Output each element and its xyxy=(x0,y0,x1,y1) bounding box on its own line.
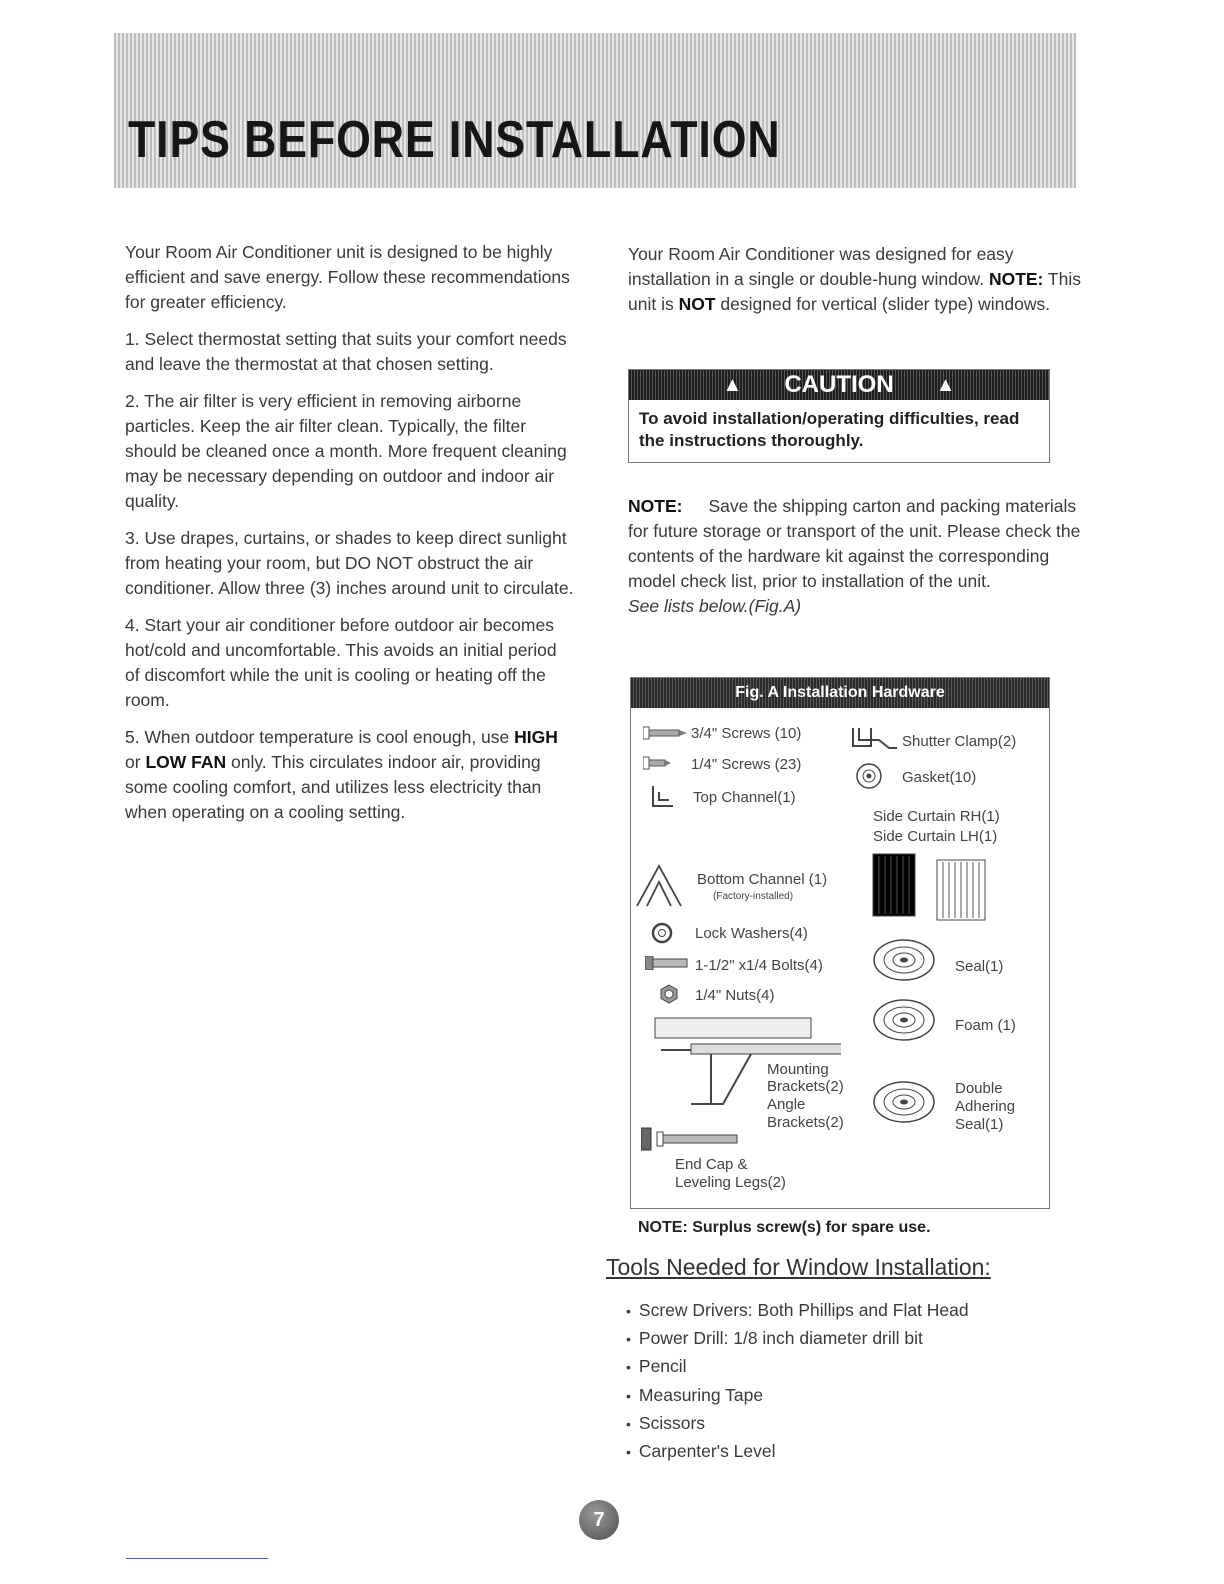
hw-curtain-rh: Side Curtain RH(1) xyxy=(873,808,1000,825)
tip-5 xyxy=(125,725,575,825)
hw-seal: Seal(1) xyxy=(955,958,1004,975)
intro-paragraph: Your Room Air Conditioner unit is designed to be highly efficient and save energy. Follow these recommendations for greater efficiency. xyxy=(125,242,570,312)
end-cap-leveling-leg-icon xyxy=(641,1126,741,1152)
hw-screws-14: 1/4" Screws (23) xyxy=(691,756,802,773)
hw-bottom-channel: Bottom Channel (1) xyxy=(697,871,828,888)
screw-short-icon xyxy=(643,756,673,770)
caution-text: To avoid installation/operating difficulties, read the instructions thoroughly. xyxy=(639,409,1020,450)
list-item: • Power Drill: 1/8 inch diameter drill bit xyxy=(626,1325,969,1353)
right-intro-c: designed for vertical (slider type) windows. xyxy=(715,294,1051,314)
note-block xyxy=(628,494,1088,619)
foam-roll-icon xyxy=(871,996,937,1044)
hw-gasket: Gasket(10) xyxy=(902,769,977,786)
screw-long-icon xyxy=(643,726,687,740)
nut-icon xyxy=(659,984,679,1004)
hw-shutter-clamp: Shutter Clamp(2) xyxy=(902,733,1017,750)
hw-brackets-mounting: Brackets(2) xyxy=(767,1078,844,1095)
hw-adhering: Adhering xyxy=(955,1098,1016,1115)
page-title: TIPS BEFORE INSTALLATION xyxy=(128,111,781,169)
right-intro-b: This unit is xyxy=(628,269,1081,314)
surplus-note: NOTE: Surplus screw(s) for spare use. xyxy=(638,1219,931,1236)
hw-foam: Foam (1) xyxy=(955,1017,1016,1034)
left-column xyxy=(125,240,575,837)
hw-screws-34: 3/4" Screws (10) xyxy=(691,725,802,742)
right-note-label: NOTE: xyxy=(988,269,1044,289)
hw-seal-double: Seal(1) xyxy=(955,1116,1004,1133)
list-item: • Carpenter's Level xyxy=(626,1438,969,1466)
seal-roll-icon xyxy=(871,936,937,984)
hw-curtain-lh: Side Curtain LH(1) xyxy=(873,828,998,845)
list-item: • Scissors xyxy=(626,1410,969,1438)
list-item: • Screw Drivers: Both Phillips and Flat Head xyxy=(626,1297,969,1325)
right-column xyxy=(628,242,1088,317)
tip-5-text-a: 5. When outdoor temperature is cool enough, use xyxy=(125,727,515,747)
hw-top-channel: Top Channel(1) xyxy=(693,789,796,806)
bottom-channel-icon xyxy=(635,862,687,908)
caution-title: CAUTION xyxy=(784,371,894,398)
hw-factory-installed: (Factory-installed) xyxy=(713,891,794,902)
warning-triangle-icon: ▲ xyxy=(722,373,743,396)
tip-5-text-b: only. This circulates indoor air, providing some cooling comfort, and utilizes less electricity than when operating on a cooling setting. xyxy=(125,752,542,822)
page-number: 7 xyxy=(579,1500,619,1540)
right-intro-a: Your Room Air Conditioner was designed for easy installation in a single or double-hung window. xyxy=(628,244,1014,289)
installation-hardware-figure xyxy=(630,677,1050,1209)
list-item: • Pencil xyxy=(626,1353,969,1381)
hw-nuts: 1/4" Nuts(4) xyxy=(695,987,775,1004)
hw-mounting: Mounting xyxy=(767,1061,829,1078)
tip-5-high: HIGH xyxy=(514,727,558,747)
caution-header xyxy=(629,370,1049,400)
tools-list xyxy=(626,1297,969,1466)
tip-5-low-fan: LOW FAN xyxy=(145,752,227,772)
right-not: NOT xyxy=(678,294,716,314)
hw-leveling-legs: Leveling Legs(2) xyxy=(675,1174,786,1191)
hw-double: Double xyxy=(955,1080,1003,1097)
see-lists-text: See lists below.(Fig.A) xyxy=(628,596,802,616)
tip-2: 2. The air filter is very efficient in removing airborne particles. Keep the air filter clean. Typically, the filter should be cleaned once a month. More frequent cleaning may be necessary depending on outdoor and indoor air quality. xyxy=(125,391,567,511)
note-label: NOTE: xyxy=(628,496,683,516)
figure-title: Fig. A Installation Hardware xyxy=(631,678,1049,708)
right-intro xyxy=(628,242,1088,317)
list-item: • Measuring Tape xyxy=(626,1382,969,1410)
lock-washer-icon xyxy=(651,922,673,944)
tools-title: Tools Needed for Window Installation: xyxy=(606,1254,991,1280)
hw-bolts: 1-1/2" x1/4 Bolts(4) xyxy=(695,957,823,974)
gasket-icon xyxy=(855,762,883,790)
hw-lock-washers: Lock Washers(4) xyxy=(695,925,808,942)
side-curtains-icon xyxy=(871,852,989,924)
hw-brackets-angle: Brackets(2) xyxy=(767,1114,844,1131)
tip-1: 1. Select thermostat setting that suits your comfort needs and leave the thermostat at that chosen setting. xyxy=(125,329,567,374)
tip-5-or: or xyxy=(125,752,146,772)
tip-4: 4. Start your air conditioner before outdoor air becomes hot/cold and uncomfortable. This avoids an initial period of discomfort while the unit is cooling or heating off the room. xyxy=(125,615,557,710)
note-text: Save the shipping carton and packing materials for future storage or transport of the unit. Please check the contents of the hardware kit against the corresponding model check list, prior to installation of the unit. xyxy=(628,496,1081,591)
tip-3: 3. Use drapes, curtains, or shades to keep direct sunlight from heating your room, but DO NOT obstruct the air conditioner. Allow three (3) inches around unit to circulate. xyxy=(125,528,574,598)
warning-triangle-icon: ▲ xyxy=(935,373,956,396)
shutter-clamp-icon xyxy=(849,724,897,750)
caution-box xyxy=(628,369,1050,463)
top-channel-icon xyxy=(649,784,675,810)
hw-end-cap: End Cap & xyxy=(675,1156,748,1173)
bolt-icon xyxy=(645,956,689,970)
double-adhering-seal-icon xyxy=(871,1078,937,1126)
hw-angle: Angle xyxy=(767,1096,806,1113)
footer-line xyxy=(126,1558,268,1559)
